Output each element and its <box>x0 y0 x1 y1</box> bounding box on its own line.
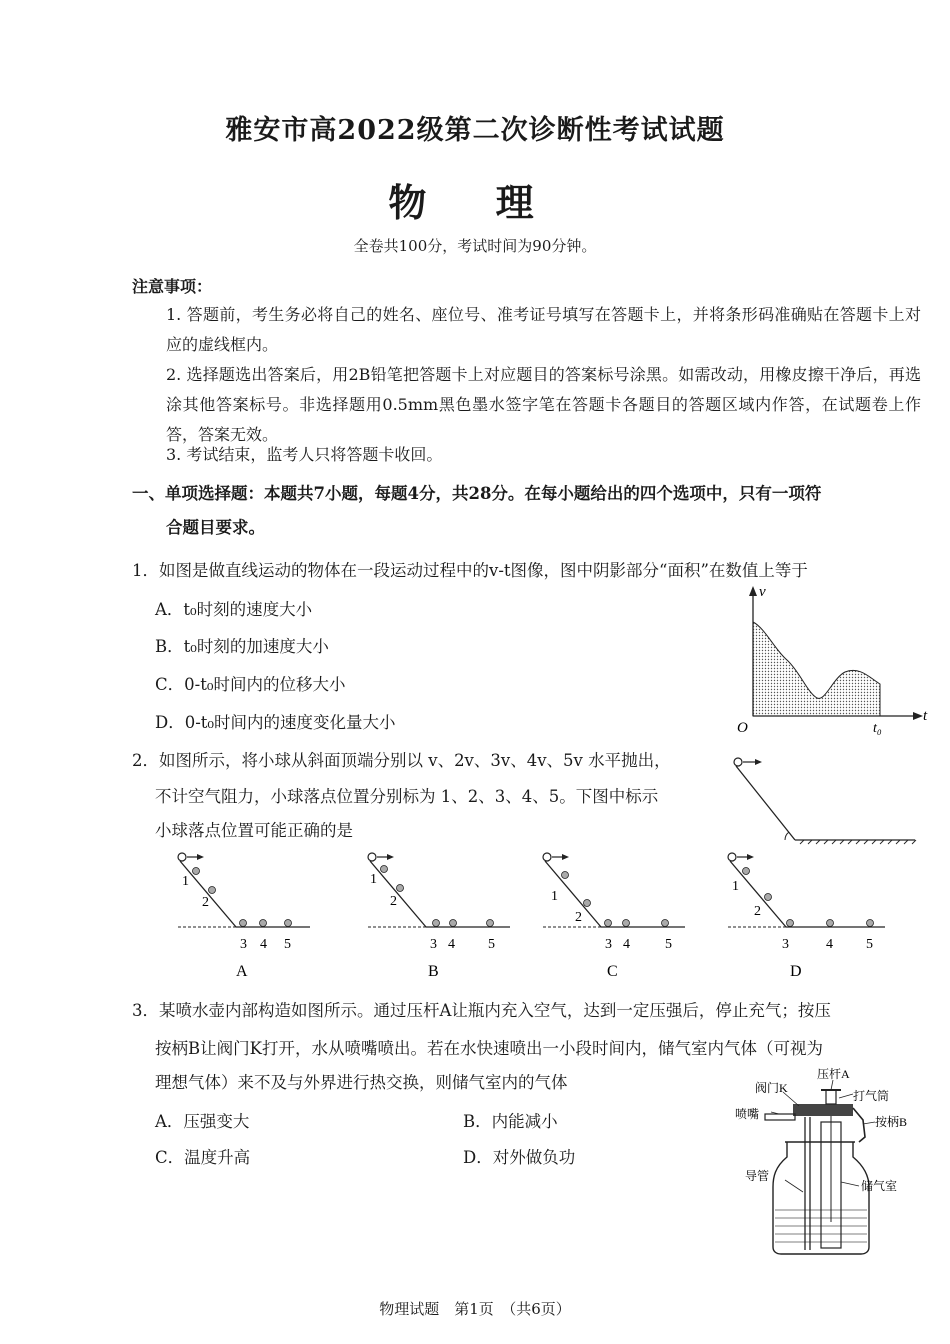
svg-text:5: 5 <box>488 937 495 952</box>
figure-d <box>728 853 885 980</box>
q3-option-a: A．压强变大 <box>155 1112 250 1131</box>
svg-text:5: 5 <box>866 937 873 952</box>
svg-text:5: 5 <box>284 937 291 952</box>
exam-info: 全卷共100分，考试时间为90分钟。 <box>353 237 597 255</box>
sprayer-diagram <box>735 1062 925 1262</box>
figure-a <box>178 853 310 980</box>
q2-stem-line2: 不计空气阻力，小球落点位置分别标为 1、2、3、4、5。下图中标示 <box>155 787 659 806</box>
page-footer: 物理试题 第1页 （共6页） <box>379 1300 571 1318</box>
svg-text:1: 1 <box>551 889 558 904</box>
note-item-3: 3. 考试结束，监考人只将答题卡收回。 <box>166 445 443 464</box>
v-axis-label: v <box>759 584 766 600</box>
q3-stem-line1: 3．某喷水壶内部构造如图所示。通过压杆A让瓶内充入空气，达到一定压强后，停止充气；按压 <box>132 1001 831 1020</box>
svg-text:2: 2 <box>202 895 209 910</box>
origin-label: O <box>737 720 748 736</box>
q2-stem-line3: 小球落点位置可能正确的是 <box>155 821 353 840</box>
q3-option-d: D．对外做负功 <box>463 1148 576 1167</box>
subject-title: 物 理 <box>388 180 562 225</box>
svg-text:2: 2 <box>575 910 582 925</box>
svg-text:2: 2 <box>754 904 761 919</box>
label-pump: 打气筒 <box>853 1089 890 1103</box>
figure-d-label: D <box>790 963 802 980</box>
svg-text:1: 1 <box>182 874 189 889</box>
figure-b <box>368 853 510 980</box>
q3-stem-line3: 理想气体）来不及与外界进行热交换，则储气室内的气体 <box>155 1073 568 1092</box>
section-heading-line1: 一、单项选择题：本题共7小题，每题4分，共28分。在每小题给出的四个选项中，只有一项符 <box>132 484 822 503</box>
note-item-1: 1. 答题前，考生务必将自己的姓名、座位号、准考证号填写在答题卡上，并将条形码准确贴在答题卡上对应的虚线框内。 <box>166 305 921 354</box>
q3-option-b: B．内能减小 <box>463 1112 558 1131</box>
notes-title: 注意事项： <box>132 277 213 296</box>
svg-text:4: 4 <box>260 937 267 952</box>
q3-stem-line2: 按柄B让阀门K打开，水从喷嘴喷出。若在水快速喷出一小段时间内，储气室内气体（可视为 <box>155 1039 823 1058</box>
exam-title: 雅安市高2022级第二次诊断性考试试题 <box>225 115 725 146</box>
t-axis-label: t <box>923 708 928 724</box>
q1-option-b: B．t₀时刻的加速度大小 <box>155 637 329 656</box>
label-rod-a: 压杆A <box>817 1067 850 1081</box>
q1-option-c: C．0-t₀时间内的位移大小 <box>155 675 346 694</box>
label-valve-k: 阀门K <box>755 1081 788 1095</box>
label-nozzle: 喷嘴 <box>735 1107 760 1121</box>
svg-text:4: 4 <box>623 937 630 952</box>
figure-b-label: B <box>428 963 439 980</box>
svg-text:3: 3 <box>240 937 247 952</box>
label-chamber: 储气室 <box>861 1179 898 1193</box>
q2-option-figures <box>170 845 930 985</box>
q3-option-c: C．温度升高 <box>155 1148 251 1167</box>
svg-text:2: 2 <box>390 894 397 909</box>
figure-c-label: C <box>607 963 618 980</box>
q2-incline-figure <box>730 752 920 847</box>
svg-text:5: 5 <box>665 937 672 952</box>
svg-text:1: 1 <box>732 879 739 894</box>
vt-graph <box>725 580 935 740</box>
svg-text:4: 4 <box>448 937 455 952</box>
svg-text:1: 1 <box>370 872 377 887</box>
q1-option-a: A．t₀时刻的速度大小 <box>155 600 313 619</box>
label-tube: 导管 <box>745 1169 770 1183</box>
q1-stem: 1．如图是做直线运动的物体在一段运动过程中的v-t图像，图中阴影部分“面积”在数值上等于 <box>132 561 808 580</box>
note-item-2: 2. 选择题选出答案后，用2B铅笔把答题卡上对应题目的答案标号涂黑。如需改动，用橡皮擦干净后，再选涂其他答案标号。非选择题用0.5mm黑色墨水签字笔在答题卡各题目的答题区域内作答，在试题卷上作答，答案无效。 <box>166 365 921 444</box>
figure-c <box>543 853 685 980</box>
t0-label: t₀ <box>873 721 882 736</box>
shaded-area <box>753 622 880 716</box>
svg-text:3: 3 <box>782 937 789 952</box>
q1-option-d: D．0-t₀时间内的速度变化量大小 <box>155 713 396 732</box>
q2-stem-line1: 2．如图所示，将小球从斜面顶端分别以 v、2v、3v、4v、5v 水平抛出， <box>132 751 671 770</box>
svg-text:4: 4 <box>826 937 833 952</box>
figure-a-label: A <box>236 963 248 980</box>
svg-text:3: 3 <box>430 937 437 952</box>
label-handle-b: 按柄B <box>875 1115 908 1129</box>
section-heading-line2: 合题目要求。 <box>166 518 265 537</box>
svg-text:3: 3 <box>605 937 612 952</box>
